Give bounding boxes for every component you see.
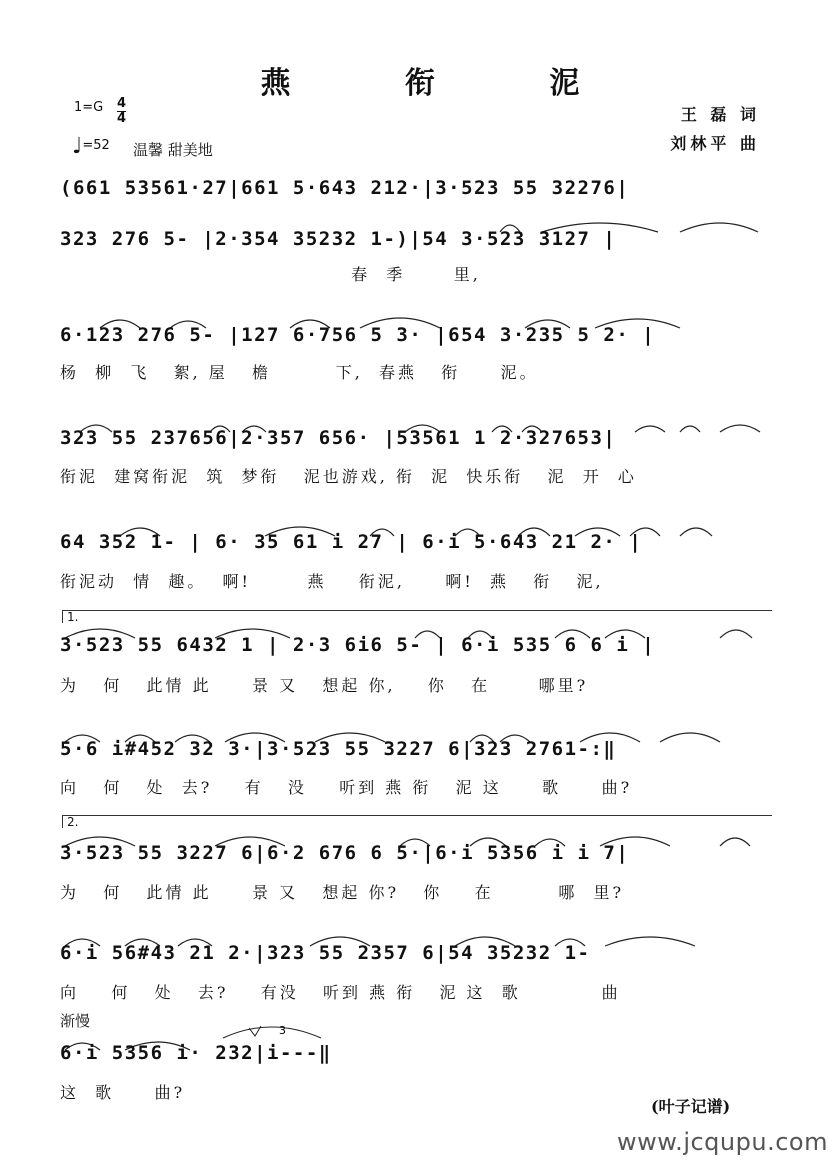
- score-row-7: [60, 738, 772, 760]
- score-row-3: [60, 324, 772, 346]
- score-row-5: [60, 531, 772, 553]
- notation-line: 3·523 55 6432 1 | 2·3 6i6 5- | 6·i 535 6 6 i |: [60, 634, 656, 656]
- score-row-10: [60, 1042, 772, 1064]
- lyric-line-3: 杨 柳 飞 絮, 屋 檐 下, 春燕 衔 泥。: [60, 363, 539, 382]
- time-signature-top: 4: [117, 96, 127, 111]
- expression-marking: 温馨 甜美地: [133, 141, 213, 159]
- lyric-line-2: 春 季 里,: [60, 265, 481, 284]
- volta-bracket-1: 1.: [62, 610, 772, 623]
- notation-line: 64 352 1- | 6· 35 61 i 27 | 6·i 5·643 21 2· |: [60, 531, 643, 553]
- transcriber-credit: (叶子记谱): [651, 1097, 731, 1116]
- triplet-number: 3: [279, 1024, 286, 1037]
- composer-credit: 刘林平 曲: [670, 134, 760, 153]
- lyricist-credit: 王 磊 词: [680, 105, 760, 124]
- triplet-bracket: [221, 1022, 327, 1040]
- score-row-9: [60, 942, 772, 964]
- lyric-line-4: 衔泥 建窝衔泥 筑 梦衔 泥也游戏, 衔 泥 快乐衔 泥 开 心: [60, 467, 637, 486]
- notation-line: (661 53561·27|661 5·643 212·|3·523 55 32276|: [60, 177, 630, 199]
- lyric-line-7: 向 何 处 去? 有 没 听到 燕 衔 泥 这 歌 曲?: [60, 778, 633, 797]
- lyric-line-6: 为 何 此情 此 景 又 想起 你, 你 在 哪里?: [60, 676, 589, 695]
- notation-line: 5·6 i#452 32 3·|3·523 55 3227 6|323 2761-:‖: [60, 738, 617, 760]
- tempo-marking: [72, 134, 110, 159]
- site-watermark: www.jcqupu.com: [617, 1128, 828, 1156]
- lyric-line-8: 为 何 此情 此 景 又 想起 你? 你 在 哪 里?: [60, 883, 625, 902]
- notation-line: 323 276 5- |2·354 35232 1-)|54 3·523 3127 |: [60, 228, 617, 250]
- notation-line: 3·523 55 3227 6|6·2 676 6 5·|6·i 5356 i i 7|: [60, 842, 630, 864]
- notation-line: 6·i 56#43 21 2·|323 55 2357 6|54 35232 1-: [60, 942, 604, 964]
- tempo-value: =52: [82, 138, 110, 153]
- lyric-line-9: 向 何 处 去? 有没 听到 燕 衔 泥 这 歌 曲: [60, 983, 621, 1002]
- lyric-line-10: 这 歌 曲?: [60, 1083, 186, 1102]
- score-row-8: [60, 842, 772, 864]
- time-signature: [117, 97, 126, 126]
- time-signature-bottom: 4: [117, 111, 127, 126]
- tempo-change-marking: 渐慢: [60, 1012, 91, 1030]
- notation-line: 6·123 276 5- |127 6·756 5 3· |654 3·235 5 2· |: [60, 324, 656, 346]
- volta-bracket-2: 2.: [62, 815, 772, 828]
- score-row-6: [60, 634, 772, 656]
- notation-line: 323 55 237656|2·357 656· |53561 1 2·327653|: [60, 427, 617, 449]
- key-signature: 1=G: [74, 100, 104, 115]
- lyric-line-5: 衔泥动 情 趣。 啊! 燕 衔泥, 啊! 燕 衔 泥,: [60, 572, 604, 591]
- score-row-2: [60, 228, 772, 250]
- quarter-note-icon: ♩: [72, 134, 83, 159]
- score-row-1: [60, 177, 772, 199]
- notation-line: 6·i 5356 i· 232|i---‖: [60, 1042, 332, 1064]
- song-title: 燕 衔 泥: [260, 66, 632, 101]
- score-row-4: [60, 427, 772, 449]
